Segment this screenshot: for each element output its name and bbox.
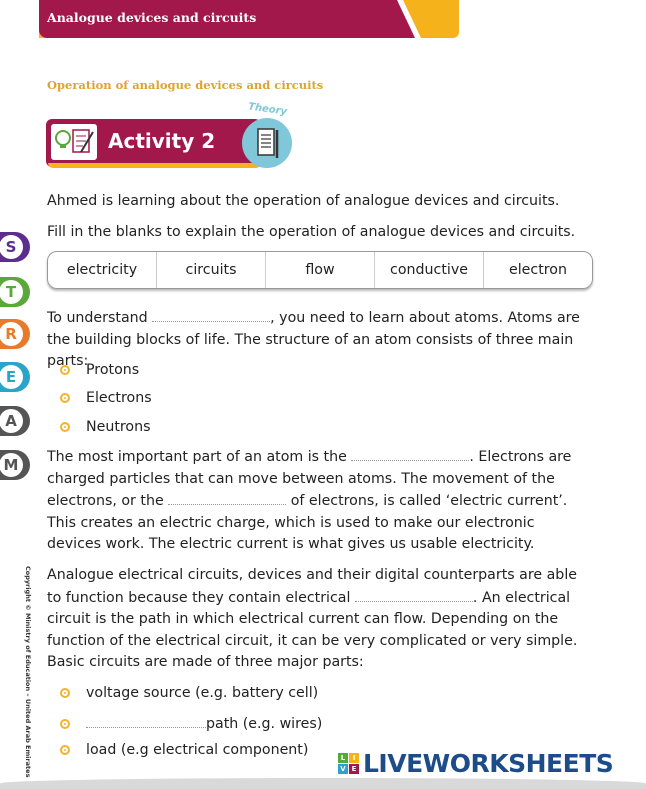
blank-3[interactable] <box>168 490 286 505</box>
activity-badge <box>46 101 296 170</box>
bullet-icon <box>60 719 70 729</box>
page-bottom-curve <box>0 778 646 789</box>
word-bank-item[interactable]: circuits <box>157 252 266 288</box>
word-bank-item[interactable]: conductive <box>375 252 484 288</box>
header-banner <box>39 0 459 38</box>
blank-2[interactable] <box>351 446 469 461</box>
list-item: Electrons <box>60 390 152 406</box>
list-item: Neutrons <box>60 419 150 435</box>
paragraph-circuits: Analogue electrical circuits, devices and their digital counterparts are able to function because they contain electrical . An electrical circuit is the path in which electrical current can flow. Depending on the function of the electrical circuit, it can be very complicated or very simple. Basic circuits are made of three major parts: <box>47 567 578 670</box>
list-item: voltage source (e.g. battery cell) <box>60 685 318 701</box>
blank-1[interactable] <box>152 307 270 322</box>
paragraph-atoms: To understand , you need to learn about atoms. Atoms are the building blocks of life. The structure of an atom consists of three main parts: <box>47 307 593 373</box>
blank-5[interactable] <box>86 713 206 728</box>
logo-letter: I <box>349 753 359 763</box>
instruction-text: Fill in the blanks to explain the operation of analogue devices and circuits. <box>47 224 576 240</box>
liveworksheets-logo[interactable] <box>338 748 613 778</box>
logo-grid-icon <box>338 753 359 774</box>
notebook-icon <box>242 118 292 168</box>
blank-4[interactable] <box>355 587 473 602</box>
intro-text: Ahmed is learning about the operation of analogue devices and circuits. <box>47 193 560 209</box>
logo-wordmark: LIVEWORKSHEETS <box>363 748 614 778</box>
logo-letter: E <box>349 764 359 774</box>
word-bank-item[interactable]: flow <box>266 252 375 288</box>
logo-letter: L <box>338 753 348 763</box>
bullet-icon <box>60 422 70 432</box>
bullet-icon <box>60 365 70 375</box>
word-bank-item[interactable]: electron <box>509 262 567 278</box>
paragraph-electrons: The most important part of an atom is the . Electrons are charged particles that can move between atoms. The movement of the electrons, or the of electrons, is called ‘electric current’. This creates an electric charge, which is used to make our electronic devices work. The electric current is what gives us usable electricity. <box>47 446 593 556</box>
activity-label: Activity 2 <box>108 129 216 153</box>
theory-tag: Theory <box>247 101 288 118</box>
list-item: Protons <box>60 362 139 378</box>
word-bank-item[interactable]: electricity <box>48 252 157 288</box>
worksheet-icon <box>49 122 99 162</box>
list-item: load (e.g electrical component) <box>60 742 308 758</box>
header-title: Analogue devices and circuits <box>47 10 257 25</box>
bullet-icon <box>60 393 70 403</box>
bullet-icon <box>60 745 70 755</box>
logo-letter: V <box>338 764 348 774</box>
section-subtitle: Operation of analogue devices and circuits <box>47 78 324 92</box>
list-item: path (e.g. wires) <box>60 713 322 732</box>
copyright-notice: Copyright © Ministry of Education – United Arab Emirates <box>24 566 32 778</box>
bullet-icon <box>60 688 70 698</box>
word-bank <box>47 251 593 289</box>
